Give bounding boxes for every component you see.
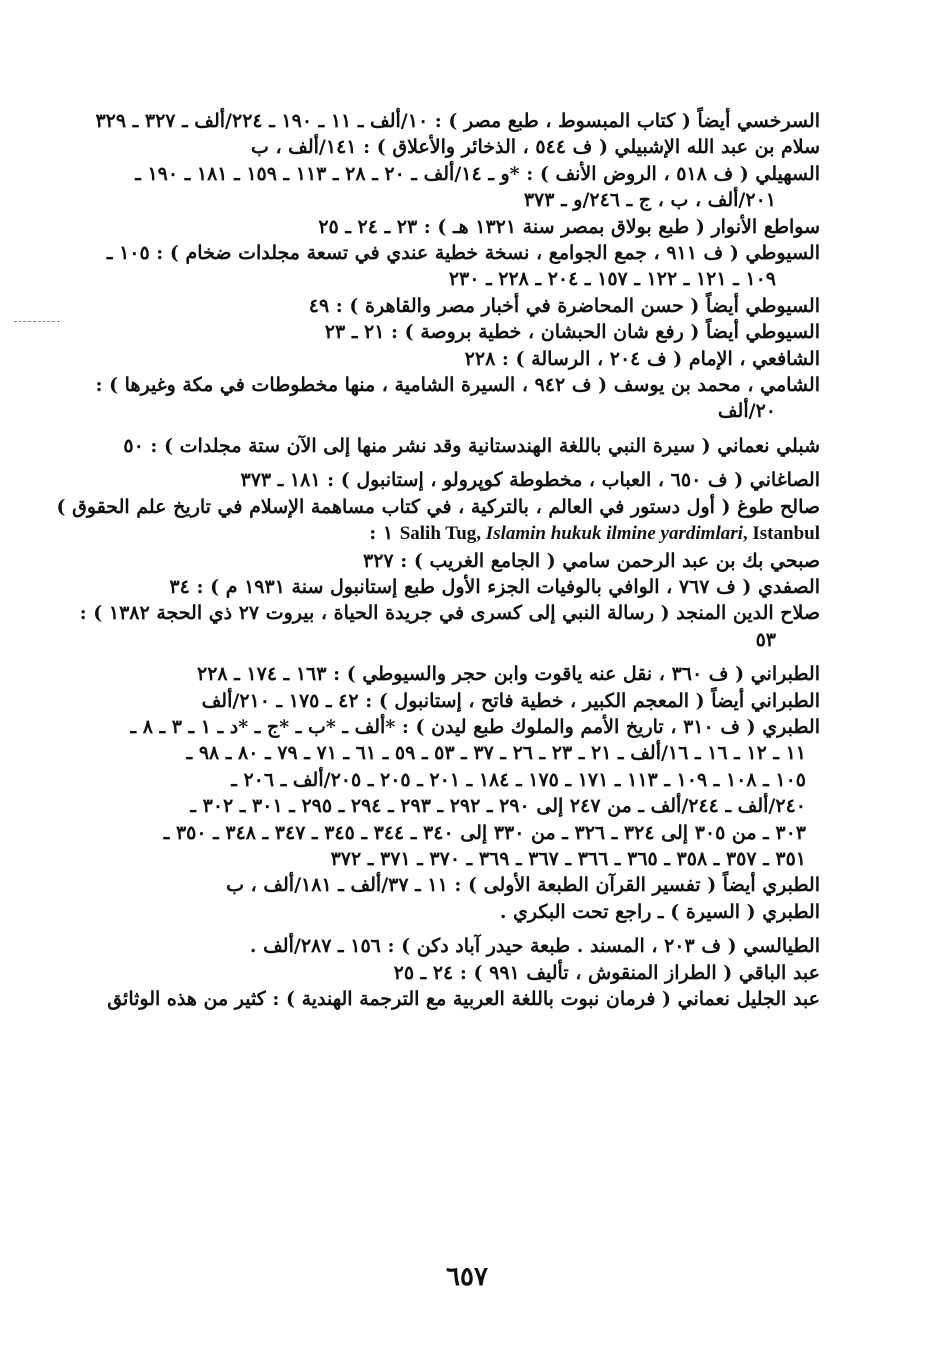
latin-reference-line: [120, 520, 820, 547]
entry-line: صبحي بك بن عبد الرحمن سامي ( الجامع الغريب ) : ٣٢٧: [363, 549, 820, 572]
entry-spacer: [120, 653, 820, 661]
index-entry: [120, 688, 820, 714]
entry-line: السرخسي أيضاً ( كتاب المبسوط ، طبع مصر ) : ١٠/ألف ـ ١١ ـ ١٩٠ ـ ٢٢٤/ألف ـ ٣٢٧ ـ ٣٢٩: [95, 110, 820, 132]
entry-spacer: [120, 1012, 820, 1020]
entry-continuation-line: ٣٥١ ـ ٣٥٧ ـ ٣٥٨ ـ ٣٦٥ ـ ٣٦٦ ـ ٣٦٧ ـ ٣٦٩ ـ ٣٧٠ ـ ٣٧١ ـ ٣٧٢: [330, 847, 806, 870]
entry-line: صلاح الدين المنجد ( رسالة النبي إلى كسرى في جريدة الحياة ، بيروت ٢٧ ذي الحجة ١٣٨٢ ) :: [79, 602, 820, 625]
index-entry: [120, 661, 820, 687]
index-entry: [120, 214, 820, 240]
entry-line: الصفدي ( ف ٧٦٧ ، الوافي بالوفيات الجزء الأول طبع إستانبول سنة ١٩٣١ م ) : ٣٤: [169, 575, 820, 598]
latin-title: Islamin hukuk ilmine yardimlari: [485, 523, 743, 545]
entry-line: الصاغاني ( ف ٦٥٠ ، العباب ، مخطوطة كوپرولو ، إستانبول ) : ١٨١ ـ ٣٧٣: [240, 469, 820, 492]
entry-line: السيوطي أيضاً ( رفع شان الحبشان ، خطية بروصة ) : ٢١ ـ ٢٣: [324, 321, 820, 344]
entry-continuation-line: ٢٠/ألف: [717, 400, 776, 423]
entry-continuation-line: ٢٤٠/ألف ـ ٢٤٤/ألف ـ من ٢٤٧ إلى ٢٩٠ ـ ٢٩٢ ـ ٢٩٣ ـ ٢٩٤ ـ ٢٩٥ ـ ٣٠١ ـ ٣٠٢ ـ: [190, 795, 806, 818]
entry-continuation-line: ٢٠١/ألف ، ب ، ج ـ ٢٤٦/و ـ ٣٧٣: [523, 189, 776, 212]
index-entry: [120, 899, 820, 925]
latin-reference-pages: ١ :: [369, 522, 394, 545]
entry-line: السيوطي ( ف ٩١١ ، جمع الجوامع ، نسخة خطية عندي في تسعة مجلدات ضخام ) : ١٠٥ ـ: [106, 242, 820, 265]
index-entry: [120, 161, 820, 214]
entry-line: الطبراني أيضاً ( المعجم الكبير ، خطية فاتح ، إستانبول ) : ٤٢ ـ ١٧٥ ـ ٢١٠/ألف: [201, 689, 820, 712]
index-entry: [120, 293, 820, 319]
entry-line: السيوطي أيضاً ( حسن المحاضرة في أخبار مصر والقاهرة ) : ٤٩: [308, 294, 820, 317]
index-entry: [120, 960, 820, 986]
entry-line: الطبراني ( ف ٣٦٠ ، نقل عنه ياقوت وابن حجر والسيوطي ) : ١٦٣ ـ ١٧٤ ـ ٢٢٨: [197, 663, 820, 686]
entry-continuation-line: ١٠٩ ـ ١٢١ ـ ١٢٢ ـ ١٥٧ ـ ٢٠٤ ـ ٢٢٨ ـ ٢٣٠: [448, 268, 776, 291]
index-entry: [120, 574, 820, 600]
entry-line: الطبري أيضاً ( تفسير القرآن الطبعة الأولى ) : ١١ ـ ٣٧/ألف ـ ١٨١/ألف ، ب: [226, 874, 820, 897]
entry-line: الطبري ( ف ٣١٠ ، تاريخ الأمم والملوك طبع ليدن ) : *ألف ـ *ب ـ *ج ـ *د ـ ١ ـ ٣ ـ ٨ ـ: [130, 715, 820, 738]
entry-line: السهيلي ( ف ٥١٨ ، الروض الأنف ) : *و ـ ١٤/ألف ـ ٢٠ ـ ٢٨ ـ ١١٣ ـ ١٥٩ ـ ١٨١ ـ ١٩٠ ـ: [135, 162, 820, 185]
margin-mark: [14, 321, 60, 322]
index-entry: [120, 548, 820, 574]
index-entry: [120, 467, 820, 493]
entry-spacer: [120, 925, 820, 933]
index-entry: [120, 933, 820, 959]
index-entries: [56, 108, 820, 1020]
index-entry: [120, 872, 820, 898]
entry-spacer: [120, 459, 820, 467]
entry-continuation-line: ٥٣: [755, 628, 776, 651]
latin-place: , Istanbul: [742, 523, 820, 545]
entry-line: سواطع الأنوار ( طبع بولاق بمصر سنة ١٣٢١ هـ ) : ٢٣ ـ ٢٤ ـ ٢٥: [318, 215, 820, 238]
entry-line: الشافعي ، الإمام ( ف ٢٠٤ ، الرسالة ) : ٢٢٨: [464, 347, 820, 370]
index-entry: [56, 494, 820, 548]
entry-continuation-line: ١٠٥ ـ ١٠٨ ـ ١٠٩ ـ ١١٣ ـ ١٧١ ـ ١٧٥ ـ ١٨٤ ـ ٢٠١ ـ ٢٠٥ ـ ٢٠٥/ألف ـ ٢٠٦ ـ: [231, 768, 806, 791]
entry-line: الطيالسي ( ف ٢٠٣ ، المسند . طبعة حيدر آباد دكن ) : ١٥٦ ـ ٢٨٧/ألف .: [249, 935, 820, 958]
page-number: ٦٥٧: [446, 1262, 488, 1292]
entry-line: عبد الباقي ( الطراز المنقوش ، تأليف ٩٩١ ) : ٢٤ ـ ٢٥: [393, 961, 820, 984]
index-entry: [107, 986, 820, 1012]
entry-line: الطبري ( السيرة ) ـ راجع تحت البكري .: [499, 900, 820, 923]
entry-line: صالح طوغ ( أول دستور في العالم ، بالتركية ، في كتاب مساهمة الإسلام في تاريخ علم الحقوق ): [56, 495, 820, 518]
entry-line: سلام بن عبد الله الإشبيلي ( ف ٥٤٤ ، الذخائر والأعلاق ) : ١٤١/ألف ، ب: [250, 136, 820, 159]
entry-line: شبلي نعماني ( سيرة النبي باللغة الهندستانية وقد نشر منها إلى الآن ستة مجلدات ) : ٥٠: [123, 434, 820, 457]
index-entry: [120, 433, 820, 459]
entry-continuation-line: ١١ ـ ١٢ ـ ١٦ ـ ١٦/ألف ـ ٢١ ـ ٢٣ ـ ٢٦ ـ ٣٧ ـ ٥٣ ـ ٥٩ ـ ٦١ ـ ٧١ ـ ٧٩ ـ ٨٠ ـ ٩٨ ـ: [186, 742, 806, 765]
entry-spacer: [120, 425, 820, 433]
latin-reference: [400, 523, 820, 544]
index-entry: [120, 346, 820, 372]
index-entry: [79, 600, 820, 653]
entry-continuation-line: ٣٠٣ ـ من ٣٠٥ إلى ٣٢٤ ـ ٣٢٦ ـ من ٣٣٠ إلى ٣٤٠ ـ ٣٤٤ ـ ٣٤٥ ـ ٣٤٧ ـ ٣٤٨ ـ ٣٥٠ ـ: [163, 821, 806, 844]
index-entry: [106, 240, 820, 293]
index-entry: [95, 108, 820, 134]
entry-line: عبد الجليل نعماني ( فرمان نبوت باللغة العربية مع الترجمة الهندية ) : كثير من هذه الوثائق: [107, 988, 820, 1010]
index-entry: [120, 134, 820, 160]
latin-author: Salih Tug,: [399, 523, 486, 545]
index-entry: [120, 319, 820, 345]
entry-line: الشامي ، محمد بن يوسف ( ف ٩٤٢ ، السيرة الشامية ، منها مخطوطات في مكة وغيرها ) :: [95, 374, 820, 397]
index-entry: [120, 714, 820, 872]
index-entry: [95, 372, 820, 425]
